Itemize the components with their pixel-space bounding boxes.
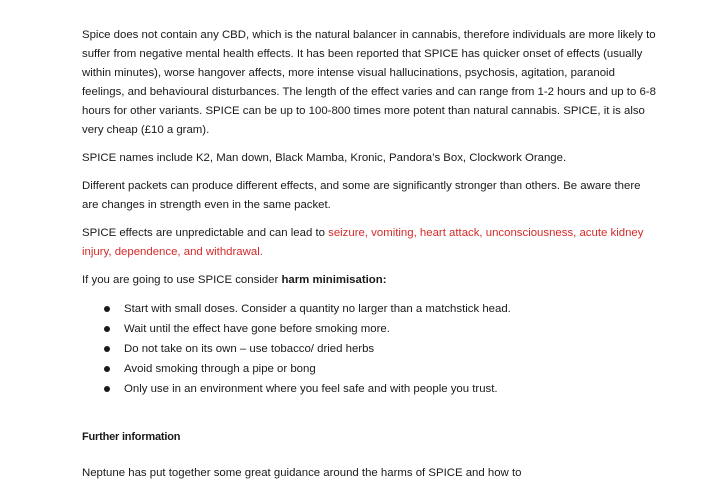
bullet-icon bbox=[104, 326, 110, 332]
harm-lead-text: If you are going to use SPICE consider bbox=[82, 274, 282, 286]
list-item-text: Wait until the effect have gone before smoking more. bbox=[124, 323, 390, 335]
list-item bbox=[104, 339, 657, 359]
further-information-heading: Further information bbox=[82, 431, 181, 443]
further-information-text: Neptune has put together some great guidance around the harms of SPICE and how to bbox=[82, 467, 522, 479]
list-item-text: Only use in an environment where you feel safe and with people you trust. bbox=[124, 383, 498, 395]
effects-warning-text: seizure, vomiting, heart attack, unconsciousness, acute kidney injury, dependence, and withdrawal. bbox=[82, 227, 644, 258]
bullet-icon bbox=[104, 366, 110, 372]
paragraph-spice-names: SPICE names include K2, Man down, Black Mamba, Kronic, Pandora’s Box, Clockwork Orange. bbox=[82, 152, 567, 164]
list-item bbox=[104, 379, 657, 399]
list-item-text: Do not take on its own – use tobacco/ dried herbs bbox=[124, 343, 375, 355]
paragraph-effects bbox=[82, 224, 657, 262]
harm-minimisation-list bbox=[82, 299, 657, 399]
list-item bbox=[104, 359, 657, 379]
list-item-text: Avoid smoking through a pipe or bong bbox=[124, 363, 316, 375]
paragraph-cbd: Spice does not contain any CBD, which is the natural balancer in cannabis, therefore individuals are more likely to suffer from negative mental health effects. It has been reported that SPICE has quicker onset of effects (usually within minutes), worse hangover affects, more intense visual hallucinations, psychosis, agitation, paranoid feelings, and behavioural disturbances. The length of the effect varies and can range from 1-2 hours and up to 6-8 hours for other variants. SPICE can be up to 100-800 times more potent than natural cannabis. SPICE, it is also very cheap (£10 a gram). bbox=[82, 29, 656, 136]
paragraph-harm-minimisation bbox=[82, 271, 657, 290]
list-item-text: Start with small doses. Consider a quantity no larger than a matchstick head. bbox=[124, 303, 511, 315]
effects-lead-text: SPICE effects are unpredictable and can lead to bbox=[82, 227, 329, 239]
harm-minimisation-bold: harm minimisation: bbox=[281, 274, 387, 286]
bullet-icon bbox=[104, 386, 110, 392]
bullet-icon bbox=[104, 306, 110, 312]
list-item bbox=[104, 319, 657, 339]
list-item bbox=[104, 299, 657, 319]
bullet-icon bbox=[104, 346, 110, 352]
paragraph-packet-strength: Different packets can produce different effects, and some are significantly stronger than others. Be aware there are changes in strength even in the same packet. bbox=[82, 180, 641, 211]
